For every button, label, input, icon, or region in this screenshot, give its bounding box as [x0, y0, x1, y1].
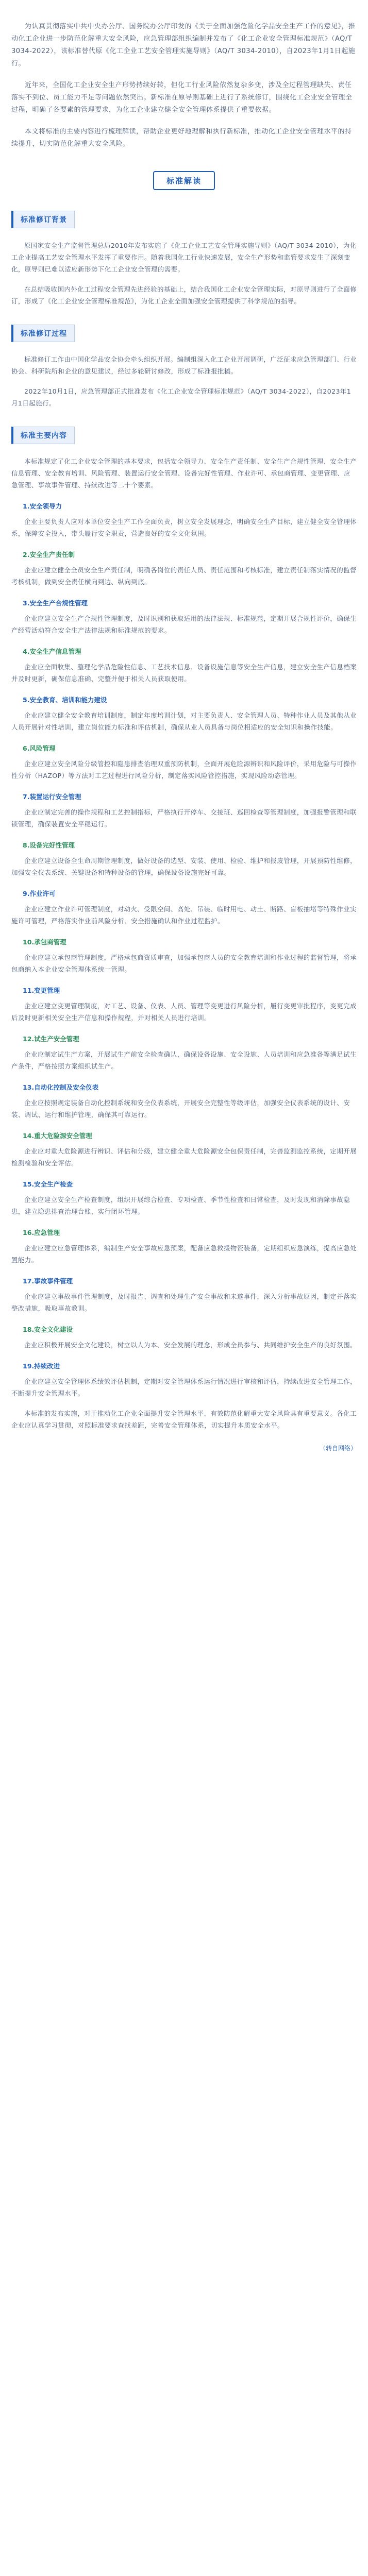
content-item-text: 企业应建立作业许可管理制度，对动火、受限空间、高处、吊装、临时用电、动土、断路、盲板抽堵等特殊作业实施许可管理，严格落实作业前风险分析、安全措施确认和作业过程监护。 — [11, 905, 357, 925]
content-item-text: 企业应制定试生产方案，开展试生产前安全检查确认，确保设备设施、安全设施、人员培训和应急准备等满足试生产条件，严格按照方案组织试生产。 — [11, 1050, 357, 1070]
content-item-text: 企业应建立安全风险分级管控和隐患排查治理双重预防机制，全面开展危险源辨识和风险评价，采用危险与可操作性分析（HAZOP）等方法对工艺过程进行风险分析，制定落实风险管控措施，实现风险动态管理。 — [11, 760, 357, 779]
content-item-text: 企业应全面收集、整理化学品危险性信息、工艺技术信息、设备设施信息等安全生产信息，建立安全生产信息档案并及时更新，确保信息准确、完整并便于相关人员获取使用。 — [11, 663, 357, 683]
content-item-text: 企业应建立设备全生命周期管理制度，做好设备的选型、安装、使用、检验、维护和报废管理，开展预防性维修，加强安全仪表系统、关键设备和特种设备的管理，确保设备设施完好可靠。 — [11, 857, 357, 876]
section-content-label: 标准主要内容 — [11, 427, 75, 444]
article-intro — [11, 21, 357, 150]
content-item-title: 15.安全生产检查 — [23, 1180, 73, 1188]
content-closing-paragraph: 本标准的发布实施，对于推动化工企业全面提升安全管理水平、有效防范化解重大安全风险具有重要意义。各化工企业应认真学习贯彻，对照标准要求查找差距，完善安全管理体系，切实提升本质安全水平。 — [11, 1410, 357, 1429]
content-item-text: 企业应积极开展安全文化建设，树立以人为本、安全发展的理念，形成全员参与、共同维护安全生产的良好氛围。 — [24, 1341, 357, 1349]
source-note: （转自网络） — [319, 1445, 357, 1452]
content-item-title: 10.承包商管理 — [23, 938, 66, 946]
content-item-text: 企业应制定完善的操作规程和工艺控制指标，严格执行开停车、交接班、巡回检查等管理制度，加强报警管理和联锁管理，确保装置安全平稳运行。 — [11, 808, 357, 828]
content-item-text: 企业应建立健全安全教育培训制度，制定年度培训计划，对主要负责人、安全管理人员、特种作业人员及其他从业人员开展针对性培训，建立岗位能力标准和评估机制，确保从业人员具备与岗位相适应的安全知识和操作技能。 — [11, 711, 357, 731]
content-item-text: 企业应建立应急管理体系，编制生产安全事故应急预案，配备应急救援物资装备，定期组织应急演练，提高应急处置能力。 — [11, 1244, 357, 1264]
content-item-text: 企业应建立事故事件管理制度，及时报告、调查和处理生产安全事故和未遂事件，深入分析事故原因，制定并落实整改措施，吸取事故教训。 — [11, 1293, 357, 1312]
content-item-text: 企业应建立安全生产检查制度，组织开展综合检查、专项检查、季节性检查和日常检查，及时发现和消除事故隐患，建立隐患排查治理台账，实行闭环管理。 — [11, 1196, 350, 1215]
content-item-title: 9.作业许可 — [23, 890, 56, 897]
background-paragraph-2: 在总结吸收国内外化工过程安全管理先进经验的基础上，结合我国化工企业安全管理实际，对原导则进行了全面修订，形成了《化工企业安全管理标准规范》，为化工企业全面加强安全管理提供了科学规范的指导。 — [11, 285, 357, 305]
content-item-title: 1.安全领导力 — [23, 502, 62, 510]
content-item-title: 13.自动化控制及安全仪表 — [23, 1083, 99, 1091]
content-item-text: 企业应对重大危险源进行辨识、评估和分级，建立健全重大危险源安全包保责任制，完善监测监控系统，定期开展检测检验和安全评估。 — [11, 1147, 357, 1167]
section-main-title — [11, 171, 357, 190]
content-item-title: 2.安全生产责任制 — [23, 551, 75, 558]
section-content-head — [11, 427, 357, 444]
content-item-title: 8.设备完好性管理 — [23, 841, 75, 849]
content-item-title: 12.试生产安全管理 — [23, 1035, 79, 1043]
section-process-head — [11, 325, 357, 342]
content-item-text: 企业应建立承包商管理制度，严格承包商资质审查，加强承包商人员的安全教育培训和作业过程的监督管理，将承包商纳入本企业安全管理体系统一管理。 — [11, 954, 357, 973]
content-intro-paragraph: 本标准规定了化工企业安全管理的基本要求，包括安全领导力、安全生产责任制、安全生产合规性管理、安全生产信息管理、安全教育培训、风险管理、装置运行安全管理、设备完好性管理、作业许可、承包商管理、变更管理、应急管理、事故事件管理、持续改进等二十个要素。 — [11, 457, 357, 489]
article-page — [0, 21, 368, 2576]
section-background-head — [11, 211, 357, 228]
content-item-title: 16.应急管理 — [23, 1229, 60, 1236]
content-item-text: 企业主要负责人应对本单位安全生产工作全面负责，树立安全发展理念，明确安全生产目标，建立健全安全管理体系，保障安全投入，带头履行安全职责，营造良好的安全文化氛围。 — [11, 518, 357, 537]
section-main-pill: 标准解读 — [153, 171, 215, 190]
content-item-text: 企业应建立安全管理体系绩效评估机制，定期对安全管理体系运行情况进行审核和评估，持续改进安全管理工作，不断提升安全管理水平。 — [11, 1378, 357, 1397]
content-item-title: 3.安全生产合规性管理 — [23, 599, 88, 607]
content-item-list — [11, 501, 357, 1399]
content-item-title: 17.事故事件管理 — [23, 1277, 73, 1285]
intro-paragraph-2: 近年来，全国化工企业安全生产形势持续好转，但化工行业风险依然复杂多变，涉及全过程管理缺失、责任落实不到位、员工能力不足等问题依然突出。新标准在原导则基础上进行了系统修订，围绕化工企业安全管理全过程，明确了各要素的管理要求，为化工企业建立健全安全管理体系提供了重要依据。 — [11, 81, 353, 114]
content-item-title: 7.装置运行安全管理 — [23, 793, 81, 801]
intro-paragraph-1: 为认真贯彻落实中共中央办公厅、国务院办公厅印发的《关于全面加强危险化学品安全生产工作的意见》，推动化工企业进一步防范化解重大安全风险，应急管理部组织编制并发布了《化工企业安全管理标准规范》（AQ/T 3034-2022），该标准替代原《化工企业工艺安全管理实施导则》（AQ/T 3034-2010），自2023年1月1日起施行。 — [11, 23, 356, 67]
process-paragraph-2: 2022年10月1日，应急管理部正式批准发布《化工企业安全管理标准规范》（AQ/T 3034-2022），自2023年1月1日起施行。 — [11, 387, 352, 407]
content-item-text: 企业应建立安全生产合规性管理制度，及时识别和获取适用的法律法规、标准规范，定期开展合规性评价，确保生产经营活动符合安全生产法律法规和标准规范的要求。 — [11, 615, 357, 634]
background-paragraph-1: 原国家安全生产监督管理总局2010年发布实施了《化工企业工艺安全管理实施导则》（AQ/T 3034-2010），为化工企业提高工艺安全管理水平发挥了重要作用。随着我国化工行业快速发展，安全生产形势和监管要求发生了深刻变化，原导则已难以适应新形势下化工企业安全管理的需要。 — [11, 242, 357, 273]
section-process-label: 标准修订过程 — [11, 325, 75, 342]
content-item-title: 18.安全文化建设 — [23, 1326, 73, 1333]
content-item-text: 企业应按照规定装备自动化控制系统和安全仪表系统，开展安全完整性等级评估，加强安全仪表系统的设计、安装、调试、运行和维护管理，确保其可靠运行。 — [11, 1099, 350, 1118]
content-item-text: 企业应建立变更管理制度，对工艺、设备、仪表、人员、管理等变更进行风险分析，履行变更审批程序，变更完成后及时更新相关安全生产信息和操作规程，并对相关人员进行培训。 — [11, 1002, 357, 1022]
content-item-title: 11.变更管理 — [23, 987, 60, 994]
content-item-title: 6.风险管理 — [23, 744, 56, 752]
section-background-label: 标准修订背景 — [11, 211, 75, 228]
intro-paragraph-3: 本文将标准的主要内容进行梳理解读，帮助企业更好地理解和执行新标准，推动化工企业安全管理水平的持续提升，切实防范化解重大安全风险。 — [11, 128, 352, 148]
content-item-text: 企业应建立健全全员安全生产责任制，明确各岗位的责任人员、责任范围和考核标准，建立责任制落实情况的监督考核机制，做到安全责任横向到边、纵向到底。 — [11, 566, 357, 586]
content-item-title: 19.持续改进 — [23, 1362, 60, 1370]
content-item-title: 5.安全教育、培训和能力建设 — [23, 696, 107, 704]
content-item-title: 14.重大危险源安全管理 — [23, 1132, 92, 1140]
content-item-title: 4.安全生产信息管理 — [23, 648, 81, 655]
process-paragraph-1: 标准修订工作由中国化学品安全协会牵头组织开展。编制组深入化工企业开展调研，广泛征求应急管理部门、行业协会、科研院所和企业的意见建议，经过多轮研讨修改，形成了标准报批稿。 — [11, 355, 357, 375]
